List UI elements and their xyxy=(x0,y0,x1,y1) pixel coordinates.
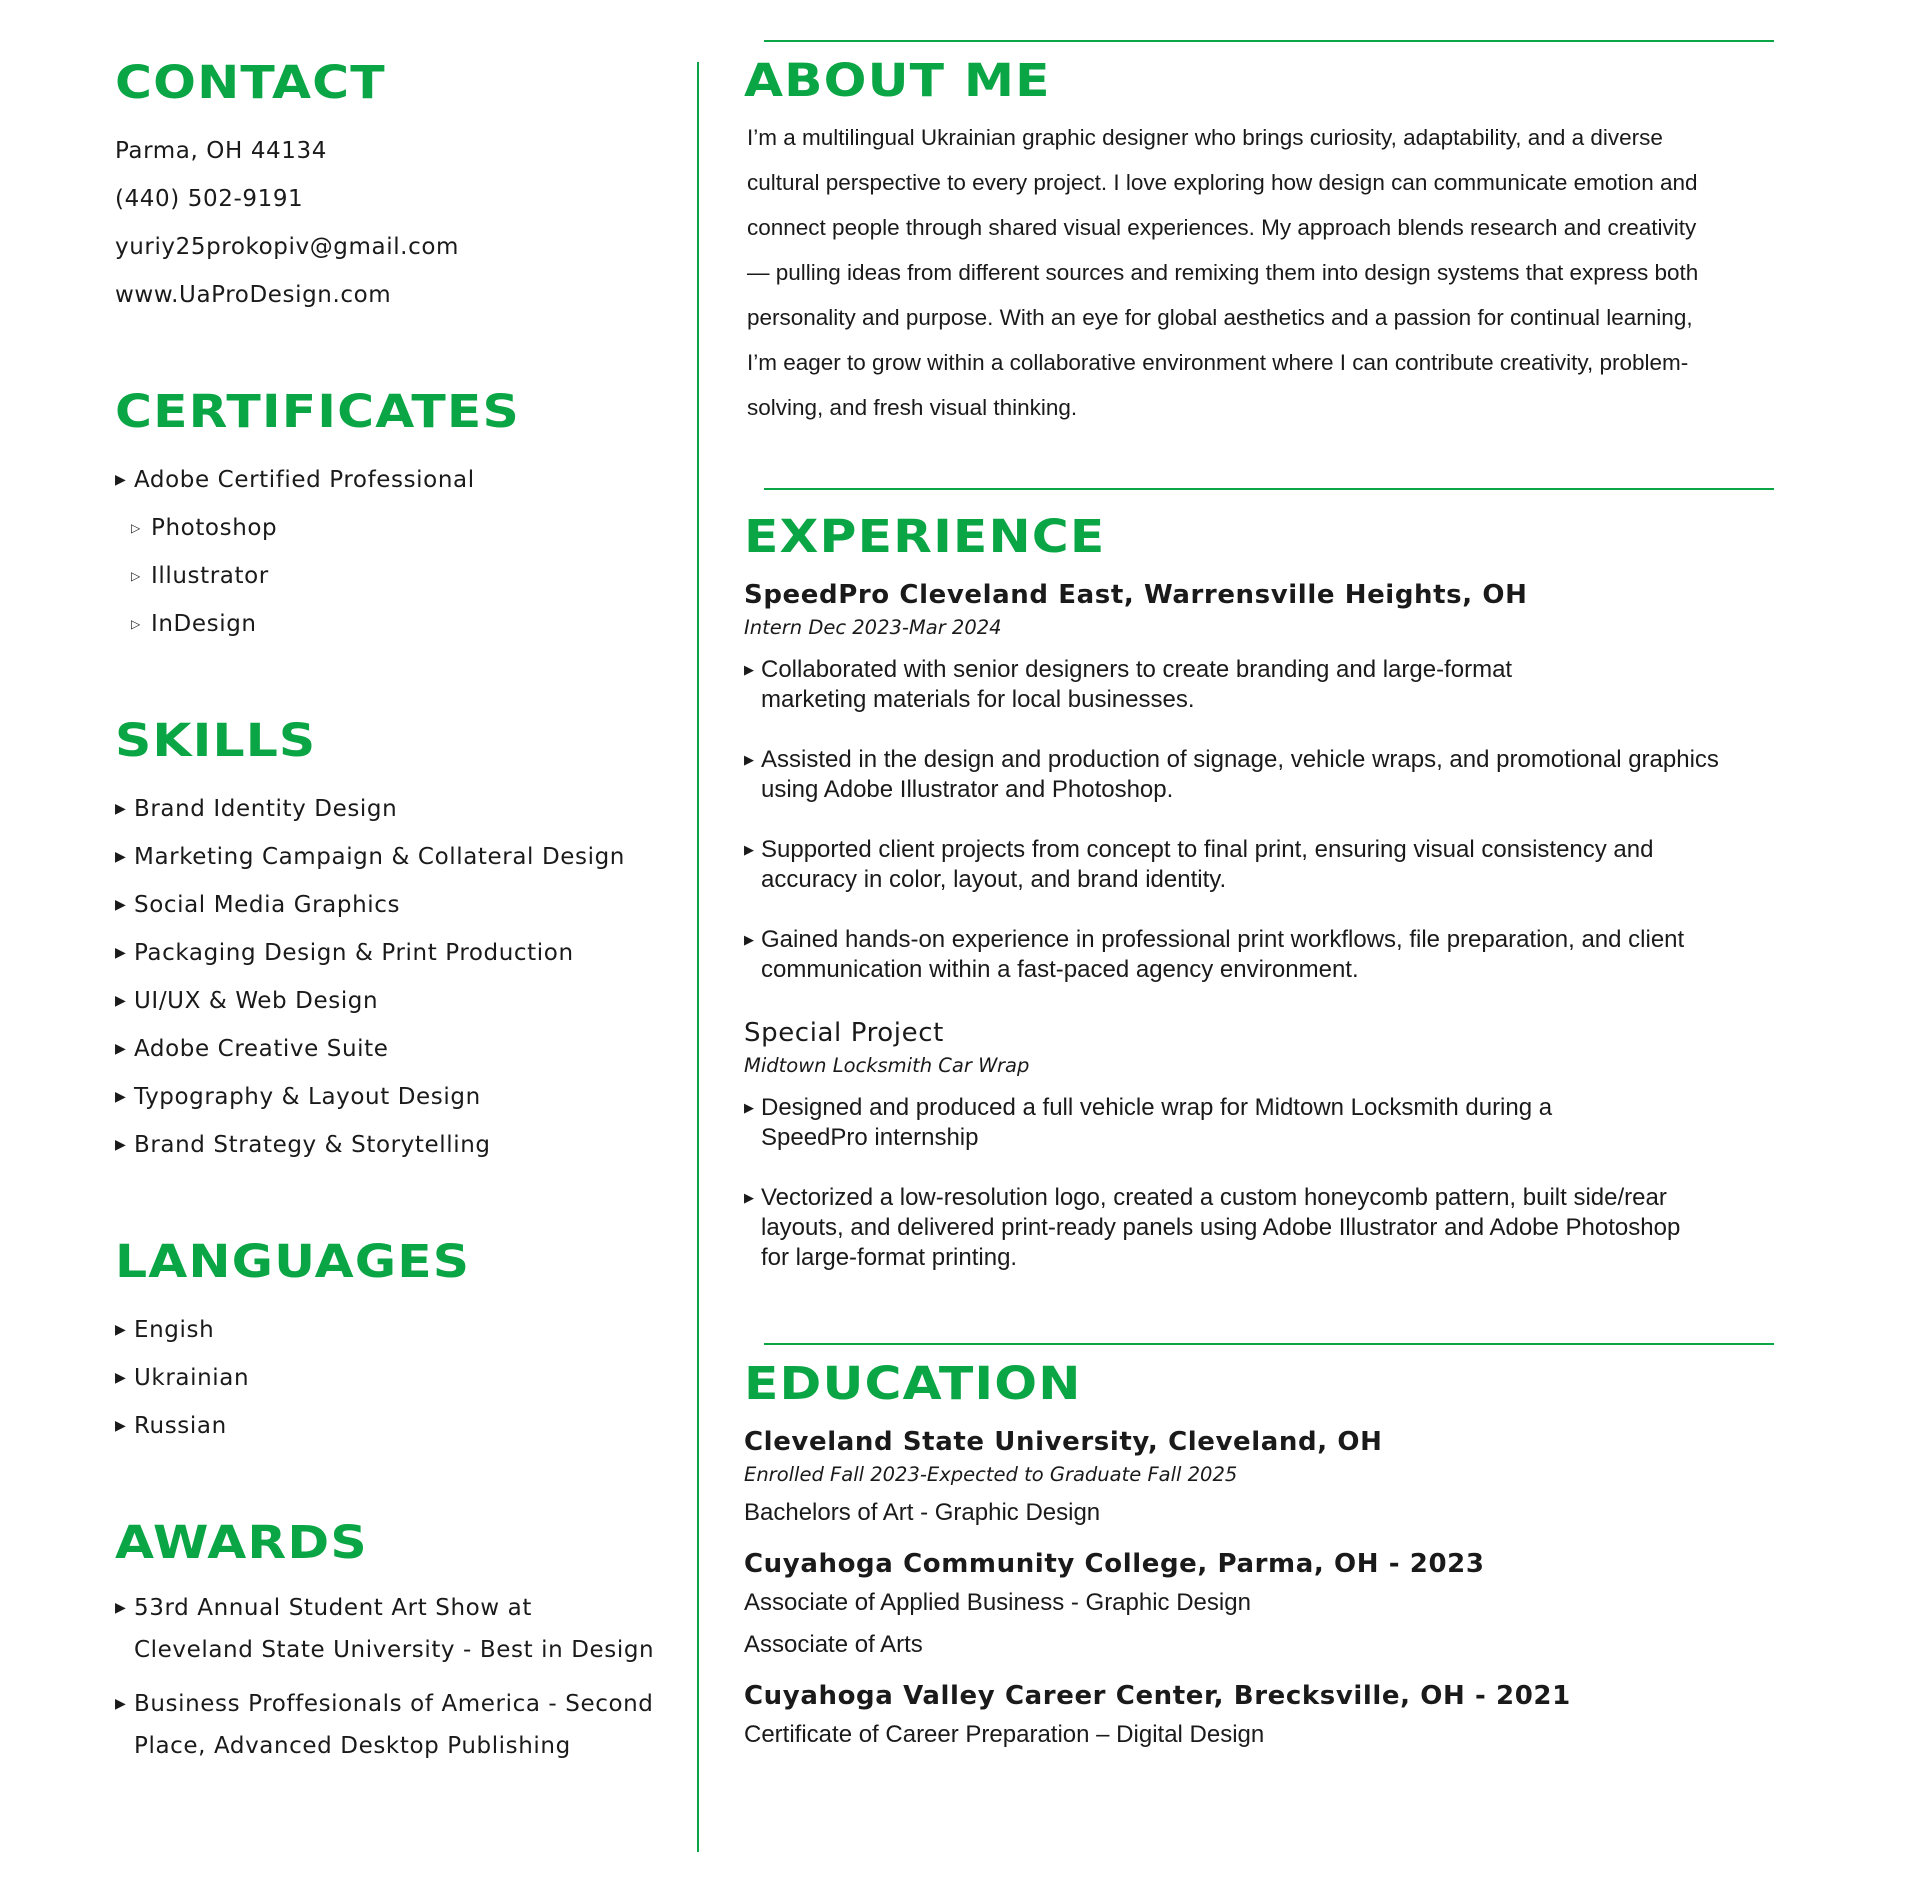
job-subtitle: Intern Dec 2023-Mar 2024 xyxy=(744,616,1002,639)
award-line: 53rd Annual Student Art Show at xyxy=(134,1595,532,1621)
bullet-line: accuracy in color, layout, and brand identity. xyxy=(761,866,1227,893)
contact-phone[interactable]: (440) 502-9191 xyxy=(115,186,304,212)
certificates-section xyxy=(115,385,675,648)
about-section xyxy=(744,54,1774,430)
bullet-icon: ▶ xyxy=(115,1370,127,1386)
bullet-line: Vectorized a low-resolution logo, created a custom honeycomb pattern, built side/rear xyxy=(761,1184,1667,1211)
bullet-icon: ▶ xyxy=(744,662,754,677)
project-subtitle: Midtown Locksmith Car Wrap xyxy=(744,1054,1030,1077)
list-item xyxy=(115,1683,675,1767)
about-line: I’m a multilingual Ukrainian graphic designer who brings curiosity, adaptability, and a diverse xyxy=(747,125,1663,150)
list-item xyxy=(115,1306,675,1354)
skill-label: Typography & Layout Design xyxy=(134,1084,481,1110)
school-name: Cleveland State University, Cleveland, OH xyxy=(744,1427,1383,1457)
contact-website[interactable]: www.UaProDesign.com xyxy=(115,282,392,308)
skills-heading: SKILLS xyxy=(115,714,317,767)
sub-bullet-icon: ▷ xyxy=(131,521,141,535)
list-item xyxy=(115,1121,675,1169)
education-heading: EDUCATION xyxy=(744,1357,1082,1410)
bullet-icon: ▶ xyxy=(115,1322,127,1338)
sub-bullet-icon: ▷ xyxy=(131,617,141,631)
languages-heading: LANGUAGES xyxy=(115,1235,471,1288)
bullet-icon: ▶ xyxy=(744,1190,754,1205)
list-item xyxy=(115,1587,675,1671)
about-paragraph xyxy=(747,115,1772,430)
bullet-icon: ▶ xyxy=(115,1041,127,1057)
skill-label: Packaging Design & Print Production xyxy=(134,940,574,966)
left-column xyxy=(115,56,675,1837)
skill-label: Brand Strategy & Storytelling xyxy=(134,1132,491,1158)
bullet-icon: ▶ xyxy=(115,993,127,1009)
bullet-text xyxy=(761,925,1684,985)
list-item xyxy=(115,833,675,881)
bullet-line: communication within a fast-paced agency environment. xyxy=(761,956,1359,983)
language-label: Engish xyxy=(134,1317,215,1343)
bullet-icon: ▶ xyxy=(115,1418,127,1434)
school-name: Cuyahoga Community College, Parma, OH - 2023 xyxy=(744,1549,1485,1579)
list-item xyxy=(744,655,1774,715)
about-line: connect people through shared visual experiences. My approach blends research and creativity xyxy=(747,215,1697,240)
bullet-text xyxy=(761,1183,1680,1273)
school-name: Cuyahoga Valley Career Center, Brecksville, OH - 2021 xyxy=(744,1681,1571,1711)
school-subtitle: Enrolled Fall 2023-Expected to Graduate Fall 2025 xyxy=(744,1463,1238,1486)
list-item xyxy=(744,835,1774,895)
degree-label: Bachelors of Art - Graphic Design xyxy=(744,1499,1101,1526)
award-text xyxy=(134,1587,654,1671)
certificate-sub: Photoshop xyxy=(151,515,278,541)
bullet-line: Collaborated with senior designers to create branding and large-format xyxy=(761,656,1513,683)
certificate-main: Adobe Certified Professional xyxy=(134,467,475,493)
contact-address: Parma, OH 44134 xyxy=(115,138,327,164)
award-line: Place, Advanced Desktop Publishing xyxy=(134,1733,571,1759)
bullet-icon: ▶ xyxy=(744,752,754,767)
list-item xyxy=(115,977,675,1025)
list-item xyxy=(115,785,675,833)
bullet-line: Designed and produced a full vehicle wrap for Midtown Locksmith during a xyxy=(761,1094,1553,1121)
list-item xyxy=(744,745,1774,805)
about-line: solving, and fresh visual thinking. xyxy=(747,395,1078,420)
about-line: — pulling ideas from different sources and remixing them into design systems that express both xyxy=(747,260,1699,285)
contact-section xyxy=(115,56,675,319)
language-label: Russian xyxy=(134,1413,227,1439)
experience-section xyxy=(744,510,1774,1273)
bullet-text xyxy=(761,835,1653,895)
awards-section xyxy=(115,1516,675,1767)
bullet-line: Gained hands-on experience in professional print workflows, file preparation, and client xyxy=(761,926,1685,953)
about-line: personality and purpose. With an eye for global aesthetics and a passion for continual learning, xyxy=(747,305,1693,330)
bullet-icon: ▶ xyxy=(115,1600,127,1616)
skill-label: Brand Identity Design xyxy=(134,796,398,822)
list-item xyxy=(115,881,675,929)
bullet-icon: ▶ xyxy=(115,849,127,865)
bullet-text xyxy=(761,655,1512,715)
right-column xyxy=(744,40,1774,1756)
contact-email[interactable]: yuriy25prokopiv@gmail.com xyxy=(115,234,460,260)
list-item xyxy=(744,1183,1774,1273)
skills-section xyxy=(115,714,675,1169)
list-item xyxy=(115,1402,675,1450)
about-heading: ABOUT ME xyxy=(744,54,1051,107)
bullet-line: marketing materials for local businesses. xyxy=(761,686,1195,713)
certificate-sub: Illustrator xyxy=(151,563,269,589)
award-text xyxy=(134,1683,654,1767)
skill-label: Adobe Creative Suite xyxy=(134,1036,389,1062)
bullet-text xyxy=(761,745,1719,805)
bullet-line: for large-format printing. xyxy=(761,1244,1018,1271)
award-line: Business Proffesionals of America - Second xyxy=(134,1691,654,1717)
list-item xyxy=(744,925,1774,985)
bullet-line: Assisted in the design and production of signage, vehicle wraps, and promotional graphics xyxy=(761,746,1719,773)
bullet-line: SpeedPro internship xyxy=(761,1124,979,1151)
list-item xyxy=(744,1093,1774,1153)
list-item xyxy=(115,929,675,977)
award-line: Cleveland State University - Best in Design xyxy=(134,1637,655,1663)
section-rule xyxy=(764,40,1774,42)
skill-label: Social Media Graphics xyxy=(134,892,401,918)
education-section xyxy=(744,1357,1774,1756)
languages-section xyxy=(115,1235,675,1450)
column-divider xyxy=(697,62,699,1852)
about-line: I’m eager to grow within a collaborative environment where I can contribute creativity, problem- xyxy=(747,350,1689,375)
list-item xyxy=(115,1025,675,1073)
degree-label: Associate of Applied Business - Graphic Design xyxy=(744,1589,1251,1616)
bullet-icon: ▶ xyxy=(115,1696,127,1712)
bullet-line: Supported client projects from concept to final print, ensuring visual consistency and xyxy=(761,836,1654,863)
bullet-icon: ▶ xyxy=(115,472,127,488)
bullet-icon: ▶ xyxy=(115,1089,127,1105)
bullet-icon: ▶ xyxy=(744,842,754,857)
bullet-icon: ▶ xyxy=(744,1100,754,1115)
awards-heading: AWARDS xyxy=(115,1516,368,1569)
section-rule xyxy=(764,1343,1774,1345)
experience-heading: EXPERIENCE xyxy=(744,510,1106,563)
list-item xyxy=(115,504,675,552)
bullet-line: layouts, and delivered print-ready panels using Adobe Illustrator and Adobe Photoshop xyxy=(761,1214,1681,1241)
degree-label: Associate of Arts xyxy=(744,1631,923,1658)
certificates-heading: CERTIFICATES xyxy=(115,385,520,438)
bullet-text xyxy=(761,1093,1552,1153)
language-label: Ukrainian xyxy=(134,1365,250,1391)
project-title: Special Project xyxy=(744,1018,944,1048)
skill-label: Marketing Campaign & Collateral Design xyxy=(134,844,625,870)
about-line: cultural perspective to every project. I love exploring how design can communicate emotion and xyxy=(747,170,1698,195)
degree-label: Certificate of Career Preparation – Digital Design xyxy=(744,1721,1265,1748)
bullet-icon: ▶ xyxy=(115,801,127,817)
bullet-line: using Adobe Illustrator and Photoshop. xyxy=(761,776,1174,803)
certificate-sub: InDesign xyxy=(151,611,257,637)
list-item xyxy=(115,552,675,600)
job-title: SpeedPro Cleveland East, Warrensville Heights, OH xyxy=(744,580,1528,610)
bullet-icon: ▶ xyxy=(115,897,127,913)
sub-bullet-icon: ▷ xyxy=(131,569,141,583)
section-rule xyxy=(764,488,1774,490)
skill-label: UI/UX & Web Design xyxy=(134,988,379,1014)
list-item xyxy=(115,600,675,648)
bullet-icon: ▶ xyxy=(115,945,127,961)
bullet-icon: ▶ xyxy=(115,1137,127,1153)
list-item xyxy=(115,1354,675,1402)
list-item xyxy=(115,456,675,504)
list-item xyxy=(115,1073,675,1121)
bullet-icon: ▶ xyxy=(744,932,754,947)
contact-heading: CONTACT xyxy=(115,56,386,109)
